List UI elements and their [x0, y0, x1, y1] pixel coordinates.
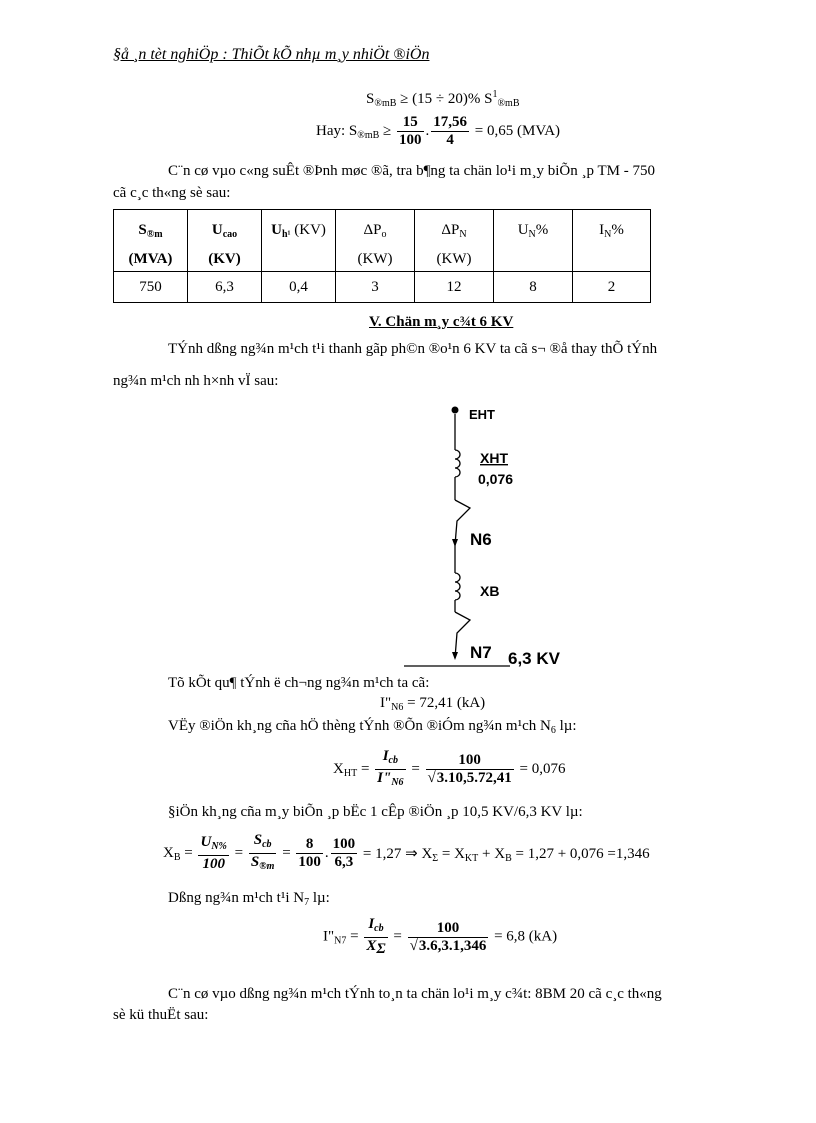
equation-xb: $X_B$ = $\frac{U_{N\%}}{100}$ = $\frac{S_{cb}}{S_{®m}}$ = $\frac{8}{100}$ . $\frac{100}{6,3}$ = 1,27 ⇒ $X_\Sigma = X_{KT} + X_B = 1,27 + 0,076 =1,346$	[163, 832, 650, 872]
formula-sdmb: $S_{®mB} \ge (15 \div 20)\%$ $S^1_{®mB}$	[366, 89, 520, 109]
table-header-cell: $\Delta P_o$ (KW)	[336, 210, 415, 272]
fault-n7-label: N7	[470, 643, 492, 662]
paragraph-results: Tõ kÕt qu¶ tÝnh ë ch¬ng ng¾n m¹ch ta cã:	[168, 675, 430, 691]
table-row	[114, 272, 651, 303]
table-cell: 8	[494, 272, 573, 303]
transformer-spec-table	[113, 209, 651, 303]
equation-in6: $I"_{N6} = 72,41$ (kA)	[380, 695, 486, 713]
table-header-row	[114, 210, 651, 272]
table-cell: 0,4	[262, 272, 336, 303]
table-header-cell: $S_{®m}$ (MVA)	[114, 210, 188, 272]
paragraph-system-reactance: VËy ®iÖn kh¸ng cña hÖ thèng tÝnh ®Õn ®iÓm ng¾n m¹ch $N_6$ lµ:	[168, 718, 577, 736]
paragraph-transformer-choice-cont: cã c¸c th«ng sè sau:	[113, 185, 231, 201]
table-cell: 6,3	[188, 272, 262, 303]
fault-n6-bolt	[455, 500, 470, 545]
xht-label: XHT	[480, 450, 508, 466]
xb-label: XB	[480, 583, 500, 599]
paragraph-transformer-reactance: §iÖn kh¸ng cña m¸y biÕn ¸p bËc 1 cÊp ®iÖn ¸p 10,5 KV/6,3 KV lµ:	[168, 804, 583, 820]
paragraph-short-circuit: TÝnh dßng ng¾n m¹ch t¹i thanh gãp ph©n ®o¹n 6 KV ta cã s¬ ®å thay thÕ tÝnh	[168, 341, 658, 357]
xht-value: 0,076	[478, 471, 514, 487]
table-header-cell: $\Delta P_N$ (KW)	[415, 210, 494, 272]
fault-n7-bolt	[455, 612, 470, 658]
section-title: V. Chän m¸y c¾t 6 KV	[369, 314, 514, 330]
formula-sdmb-value: Hay: $S_{®mB}$ ≥ $\frac{15}{100}$ . $\frac{17,56}{4}$ = 0,65 (MVA)	[316, 114, 561, 148]
page-header: §å ¸n tèt nghiÖp : ThiÕt kÕ nhµ m¸y nhiÖt ®iÖn	[113, 46, 430, 63]
table-cell: 2	[573, 272, 651, 303]
source-node	[452, 407, 459, 414]
paragraph-n7-current: Dßng ng¾n m¹ch t¹i $N_7$ lµ:	[168, 890, 330, 908]
source-label: EHT	[469, 407, 495, 422]
table-header-cell: $I_N\%$	[573, 210, 651, 272]
equation-xht: $X_{HT}$ = $\frac{I_{cb}}{I"_{N6}}$ = $\frac{100}{√3.10,5.72,41}$ = 0,076	[333, 748, 566, 788]
equation-in7: $I"_{N7}$ = $\frac{I_{cb}}{X\Sigma}$ = $\frac{100}{√3.6,3.1,346}$ = 6,8 (kA)	[323, 916, 558, 957]
table-cell: 750	[114, 272, 188, 303]
table-header-cell: $U_N\%$	[494, 210, 573, 272]
inductor-xht	[455, 450, 460, 477]
paragraph-short-circuit-cont: ng¾n m¹ch nh h×nh vÏ sau:	[113, 373, 279, 389]
table-cell: 3	[336, 272, 415, 303]
fault-n7-arrow	[452, 652, 458, 660]
table-cell: 12	[415, 272, 494, 303]
table-header-cell: $U_{h^1}$ (KV)	[262, 210, 336, 272]
paragraph-transformer-choice: C¨n cø vµo c«ng suÊt ®Þnh møc ®ã, tra b¶ng ta chän lo¹i m¸y biÕn ¸p TM - 750	[168, 163, 655, 179]
fault-n6-label: N6	[470, 530, 492, 549]
table-header-cell: $U_{cao}$ (KV)	[188, 210, 262, 272]
paragraph-breaker-choice: C¨n cø vµo dßng ng¾n m¹ch tÝnh to¸n ta chän lo¹i m¸y c¾t: 8BM 20 cã c¸c th«ng	[168, 986, 662, 1002]
equivalent-circuit-diagram	[400, 400, 600, 672]
paragraph-breaker-choice-cont: sè kü thuËt sau:	[113, 1007, 209, 1023]
inductor-xb	[455, 573, 460, 600]
bus-voltage-label: 6,3 KV	[508, 649, 560, 668]
